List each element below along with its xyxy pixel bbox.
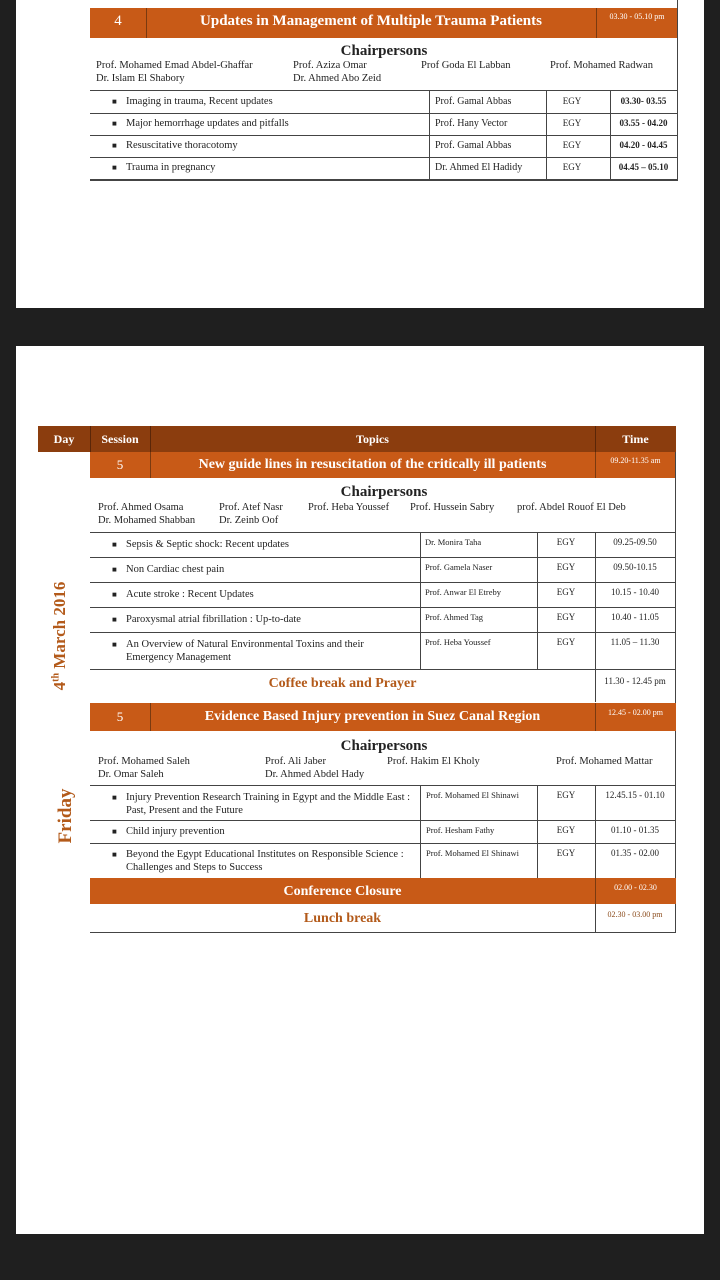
country: EGY [556, 537, 576, 547]
country: EGY [556, 848, 576, 858]
session-time: 09.20-11.35 am [610, 456, 661, 465]
country: EGY [562, 162, 582, 172]
session-title: Updates in Management of Multiple Trauma Patients [200, 13, 542, 29]
header-time: Time [622, 432, 649, 446]
chairperson: Prof. Heba Youssef [308, 502, 390, 513]
chairperson: Prof. Ali Jaber [265, 756, 326, 767]
session-title: New guide lines in resuscitation of the critically ill patients [198, 457, 547, 472]
topic-title: Major hemorrhage updates and pitfalls [126, 118, 289, 129]
chairperson: Dr. Ahmed Abdel Hady [265, 769, 365, 780]
time: 01.10 - 01.35 [611, 825, 659, 835]
chairperson: Prof. Hussein Sabry [410, 502, 495, 513]
date-suffix: th [50, 672, 62, 682]
topic-title: An Overview of Natural Environmental Toxins and their Emergency Management [126, 639, 364, 663]
topic-title: Paroxysmal atrial fibrillation : Up-to-date [126, 614, 301, 625]
time: 04.20 - 04.45 [619, 140, 668, 150]
country: EGY [556, 562, 576, 572]
time: 04.45 – 05.10 [618, 162, 669, 172]
country: EGY [556, 587, 576, 597]
lunch-break-time: 02.30 - 03.00 pm [607, 910, 663, 919]
chairperson: Dr. Islam El Shabory [96, 73, 185, 84]
chairpersons-heading: Chairpersons [340, 43, 428, 59]
topic-title: Non Cardiac chest pain [126, 564, 225, 575]
chairpersons-heading: Chairpersons [340, 738, 428, 754]
day-name: Friday [55, 788, 76, 844]
topic-title: Beyond the Egypt Educational Institutes on Responsible Science : Challenges and Steps to Success [126, 849, 404, 873]
day-label [46, 786, 86, 844]
chairperson: Prof. Atef Nasr [219, 502, 283, 513]
topic-title: Acute stroke : Recent Updates [126, 589, 254, 600]
session-title: Evidence Based Injury prevention in Suez Canal Region [204, 709, 541, 724]
closure-time: 02.00 - 02.30 [614, 883, 657, 892]
date-rest: March 2016 [50, 581, 69, 673]
speaker: Prof. Mohamed El Shinawi [426, 790, 520, 800]
speaker: Prof. Mohamed El Shinawi [426, 848, 520, 858]
country: EGY [556, 790, 576, 800]
time: 03.30- 03.55 [620, 96, 667, 106]
topic-title: Resuscitative thoracotomy [126, 140, 238, 151]
coffee-break-label: Coffee break and Prayer [268, 676, 417, 691]
country: EGY [562, 118, 582, 128]
time: 12.45.15 - 01.10 [605, 790, 665, 800]
topic-title: Child injury prevention [126, 826, 225, 837]
speaker: Prof. Hesham Fathy [426, 825, 495, 835]
chairperson: Prof. Mohamed Mattar [556, 756, 653, 767]
document-page-2: Day Session Topics Time Friday 4th March 2016 5 New guide lines in resuscitation of the critically ill patients 09.20-11.35 am Chairpersons Prof. Ahmed Osama Prof. Atef Nasr Prof. Heba Youssef Prof. Hussein Sabry prof. Abdel Rouof El Deb Dr. Mohamed Shabban Dr. Zeinb Oof ■ Sepsis & Septic shock: Recent updates ■ Non Cardiac chest pain ■ Acute stroke : Recent Updates ■ Paroxysmal atrial fibrillation : Up-to-date ■ An Overview of Natural Environmental Toxins and their Emergency Management Dr. Monira Taha Prof. Gamela Naser Prof. Anwar El Etreby Prof. Ahmed Tag Prof. Heba Youssef EGY EGY EGY EGY EGY 09.25-09.50 09.50-10.15 10.15 - 10.40 10.40 - 11.05 11.05 – 11.30 Coffee break and Prayer 11.30 - 12.45 pm 5 Evidence Based Injury prevention in Suez Canal Region 12.45 - 02.00 pm Chairpersons Prof. Mohamed Saleh Prof. Ali Jaber Prof. Hakim El Kholy Prof. Mohamed Mattar Dr. Omar Saleh Dr. Ahmed Abdel Hady ■ Injury Prevention Research Training in Egypt and the Middle East : Past, Present and the Future ■ Child injury prevention ■ Beyond the Egypt Educational Institutes on Responsible Science : Challenges and Steps to Success Prof. Mohamed El Shinawi Prof. Hesham Fathy Prof. Mohamed El Shinawi EGY EGY EGY 12.45.15 - 01.10 01.10 - 01.35 01.35 - 02.00 Conference Closure 02.00 - 02.30 Lunch break 02.30 - 03.00 pm [16, 346, 704, 1234]
chairperson: Prof. Ahmed Osama [98, 502, 184, 513]
time: 10.40 - 11.05 [611, 612, 659, 622]
speaker: Dr. Monira Taha [425, 537, 482, 547]
time: 11.05 – 11.30 [610, 637, 660, 647]
chairperson: prof. Abdel Rouof El Deb [517, 502, 626, 513]
header-day: Day [53, 432, 75, 446]
lunch-break-label: Lunch break [303, 911, 382, 926]
topic-title: Imaging in trauma, Recent updates [126, 96, 273, 107]
speaker: Prof. Gamal Abbas [435, 96, 512, 107]
session-number: 5 [116, 709, 124, 724]
chairperson: Prof. Mohamed Emad Abdel-Ghaffar [96, 60, 253, 71]
document-page-1: 4 Updates in Management of Multiple Trauma Patients 03.30 - 05.10 pm Chairpersons Prof. Mohamed Emad Abdel-Ghaffar Prof. Aziza Omar Prof Goda El Labban Prof. Mohamed Radwan Dr. Islam El Shabory Dr. Ahmed Abo Zeid ■ Imaging in trauma, Recent updates ■ Major hemorrhage updates and pitfalls ■ Resuscitative thoracotomy ■ Trauma in pregnancy Prof. Gamal Abbas Prof. Hany Vector Prof. Gamal Abbas Dr. Ahmed El Hadidy EGY EGY EGY EGY 03.30- 03.55 03.55 - 04.20 04.20 - 04.45 04.45 – 05.10 [16, 0, 704, 308]
chairperson: Dr. Ahmed Abo Zeid [293, 73, 382, 84]
chairperson: Dr. Omar Saleh [98, 769, 164, 780]
date-label [40, 581, 80, 691]
session-time: 03.30 - 05.10 pm [609, 12, 665, 21]
chairperson: Prof. Hakim El Kholy [387, 756, 480, 767]
time: 03.55 - 04.20 [619, 118, 668, 128]
country: EGY [562, 140, 582, 150]
speaker: Prof. Gamal Abbas [435, 140, 512, 151]
chairperson: Dr. Mohamed Shabban [98, 515, 196, 526]
session-number: 4 [114, 13, 122, 29]
header-topics: Topics [356, 432, 389, 446]
chairperson: Prof Goda El Labban [421, 60, 511, 71]
header-session: Session [101, 432, 139, 446]
time: 01.35 - 02.00 [611, 848, 659, 858]
speaker: Prof. Hany Vector [435, 118, 508, 129]
speaker: Prof. Anwar El Etreby [425, 587, 502, 597]
time: 09.25-09.50 [613, 537, 657, 547]
coffee-break-time: 11.30 - 12.45 pm [604, 676, 666, 686]
country: EGY [556, 612, 576, 622]
country: EGY [562, 96, 582, 106]
closure-label: Conference Closure [283, 884, 402, 899]
time: 10.15 - 10.40 [611, 587, 659, 597]
time: 09.50-10.15 [613, 562, 657, 572]
speaker: Prof. Gamela Naser [425, 562, 493, 572]
chairperson: Prof. Mohamed Saleh [98, 756, 190, 767]
country: EGY [556, 637, 576, 647]
topic-title: Injury Prevention Research Training in Egypt and the Middle East : Past, Present and the Future [126, 792, 411, 816]
country: EGY [556, 825, 576, 835]
speaker: Prof. Heba Youssef [425, 637, 491, 647]
session-number: 5 [116, 457, 124, 472]
session-time: 12.45 - 02.00 pm [608, 708, 663, 717]
speaker: Dr. Ahmed El Hadidy [435, 162, 523, 173]
speaker: Prof. Ahmed Tag [425, 612, 484, 622]
topic-title: Sepsis & Septic shock: Recent updates [126, 539, 290, 550]
topic-title: Trauma in pregnancy [126, 162, 216, 173]
chairperson: Dr. Zeinb Oof [219, 515, 279, 526]
chairperson: Prof. Mohamed Radwan [550, 60, 653, 71]
chairperson: Prof. Aziza Omar [293, 60, 367, 71]
date-day: 4 [50, 681, 69, 691]
chairpersons-heading: Chairpersons [340, 484, 428, 500]
